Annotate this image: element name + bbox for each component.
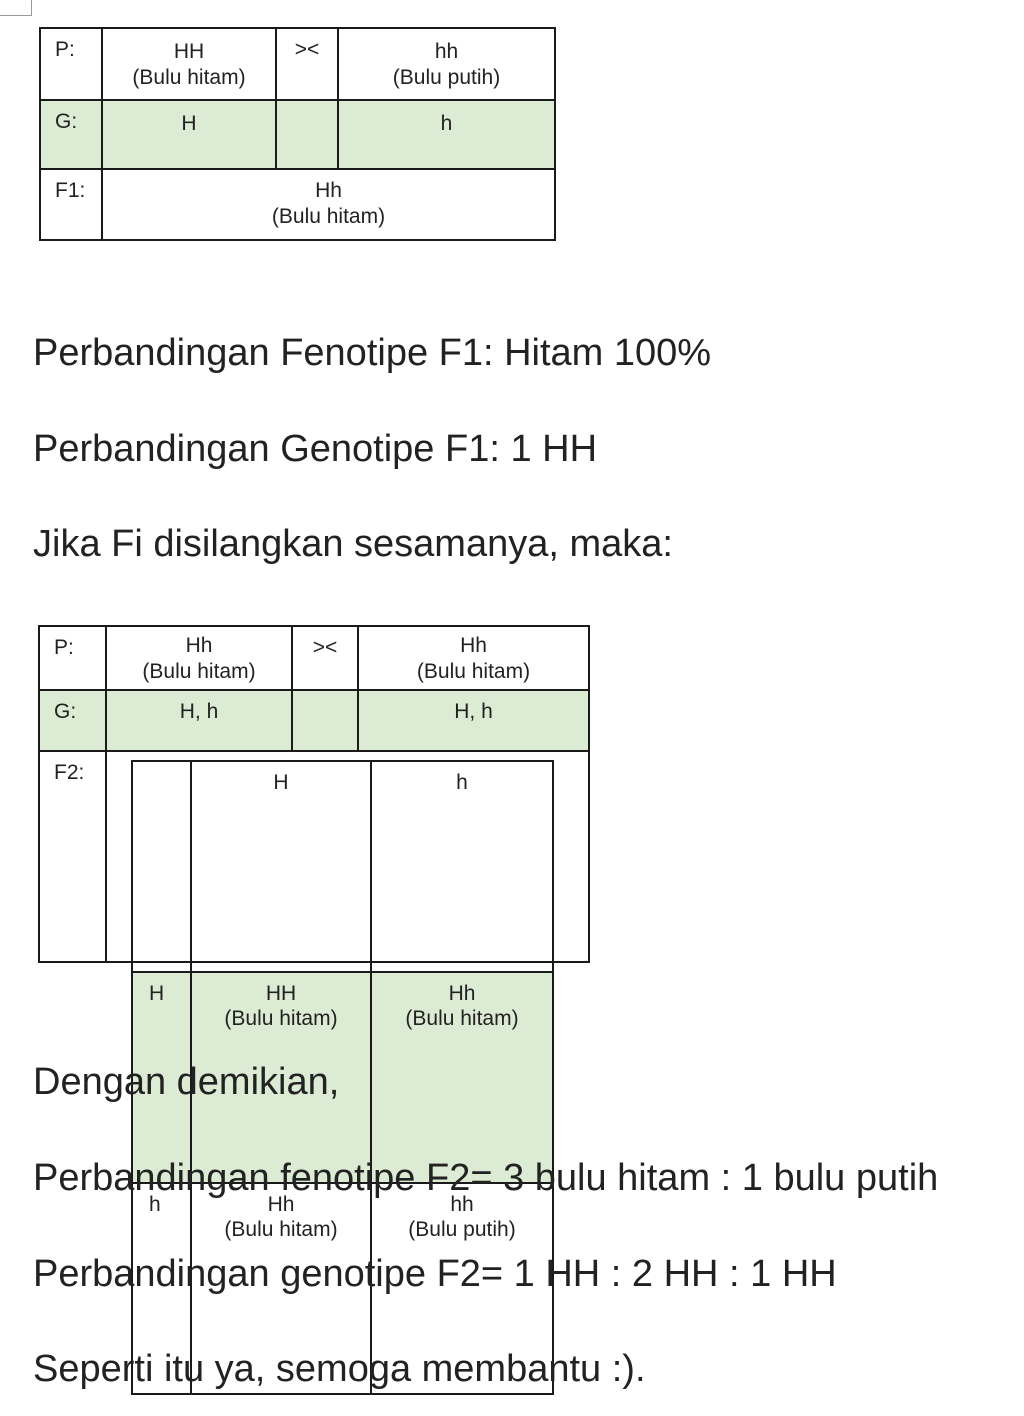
- gamete-spacer-cell: [276, 100, 338, 169]
- closing-remark: Seperti itu ya, semoga membantu :).: [33, 1348, 646, 1390]
- punnett-cell: [371, 972, 553, 1183]
- punnett-genotype: Hh: [448, 982, 476, 1005]
- offspring-cell: [102, 169, 555, 240]
- parent1-phenotype: (Bulu hitam): [142, 660, 256, 683]
- cross-symbol: ><: [292, 626, 358, 690]
- punnett-phenotype: (Bulu hitam): [405, 1007, 519, 1030]
- parent1-genotype: HH: [173, 40, 205, 63]
- cross-table-f1: [39, 27, 556, 241]
- parent2-genotype: Hh: [460, 634, 487, 657]
- offspring-row: [40, 169, 555, 240]
- gamete-spacer-cell: [292, 690, 358, 751]
- f1-genotype-ratio: Perbandingan Genotipe F1: 1 HH: [33, 428, 598, 470]
- parent2-phenotype: (Bulu putih): [392, 66, 501, 89]
- parent1-cell: [102, 28, 276, 100]
- punnett-phenotype: (Bulu putih): [408, 1218, 516, 1241]
- punnett-col-header: h: [371, 761, 553, 972]
- gamete2-cell: h: [338, 100, 555, 169]
- punnett-phenotype: (Bulu hitam): [224, 1218, 338, 1241]
- f1-label: F1:: [40, 169, 102, 240]
- g-label: G:: [40, 100, 102, 169]
- offspring-genotype: Hh: [315, 179, 342, 202]
- offspring-phenotype: (Bulu hitam): [271, 205, 386, 228]
- p-label: P:: [39, 626, 106, 690]
- parent1-genotype: Hh: [185, 634, 213, 657]
- corner-mark: [0, 0, 32, 16]
- parent-row: [40, 28, 555, 100]
- f2-label: F2:: [39, 751, 106, 962]
- punnett-genotype: HH: [265, 982, 297, 1005]
- f2-genotype-ratio: Perbandingan genotipe F2= 1 HH : 2 HH : 1 HH: [33, 1253, 837, 1295]
- parent2-genotype: hh: [434, 40, 459, 63]
- g-label: G:: [39, 690, 106, 751]
- punnett-header-row: [132, 761, 553, 972]
- gamete1-cell: H: [102, 100, 276, 169]
- conclusion-intro: Dengan demikian,: [33, 1061, 340, 1103]
- parent1-phenotype: (Bulu hitam): [132, 66, 246, 89]
- punnett-row-header: H: [132, 972, 191, 1183]
- parent-row: [39, 626, 589, 690]
- punnett-col-header: H: [191, 761, 371, 972]
- gamete2-cell: H, h: [358, 690, 589, 751]
- f2-row: [39, 751, 589, 962]
- gamete1-cell: H, h: [106, 690, 292, 751]
- punnett-genotype: Hh: [267, 1193, 295, 1216]
- parent2-cell: [338, 28, 555, 100]
- parent2-phenotype: (Bulu hitam): [416, 660, 531, 683]
- cross-symbol: ><: [276, 28, 338, 100]
- punnett-genotype: hh: [450, 1193, 474, 1216]
- parent2-cell: [358, 626, 589, 690]
- gamete-row: [39, 690, 589, 751]
- p-label: P:: [40, 28, 102, 100]
- parent1-cell: [106, 626, 292, 690]
- punnett-phenotype: (Bulu hitam): [224, 1007, 338, 1030]
- punnett-row-header: h: [132, 1183, 191, 1394]
- f1-phenotype-ratio: Perbandingan Fenotipe F1: Hitam 100%: [33, 332, 712, 374]
- gamete-row: [40, 100, 555, 169]
- punnett-corner-cell: [132, 761, 191, 972]
- self-cross-intro: Jika Fi disilangkan sesamanya, maka:: [33, 523, 673, 565]
- f2-phenotype-ratio: Perbandingan fenotipe F2= 3 bulu hitam : 1 bulu putih: [33, 1157, 939, 1199]
